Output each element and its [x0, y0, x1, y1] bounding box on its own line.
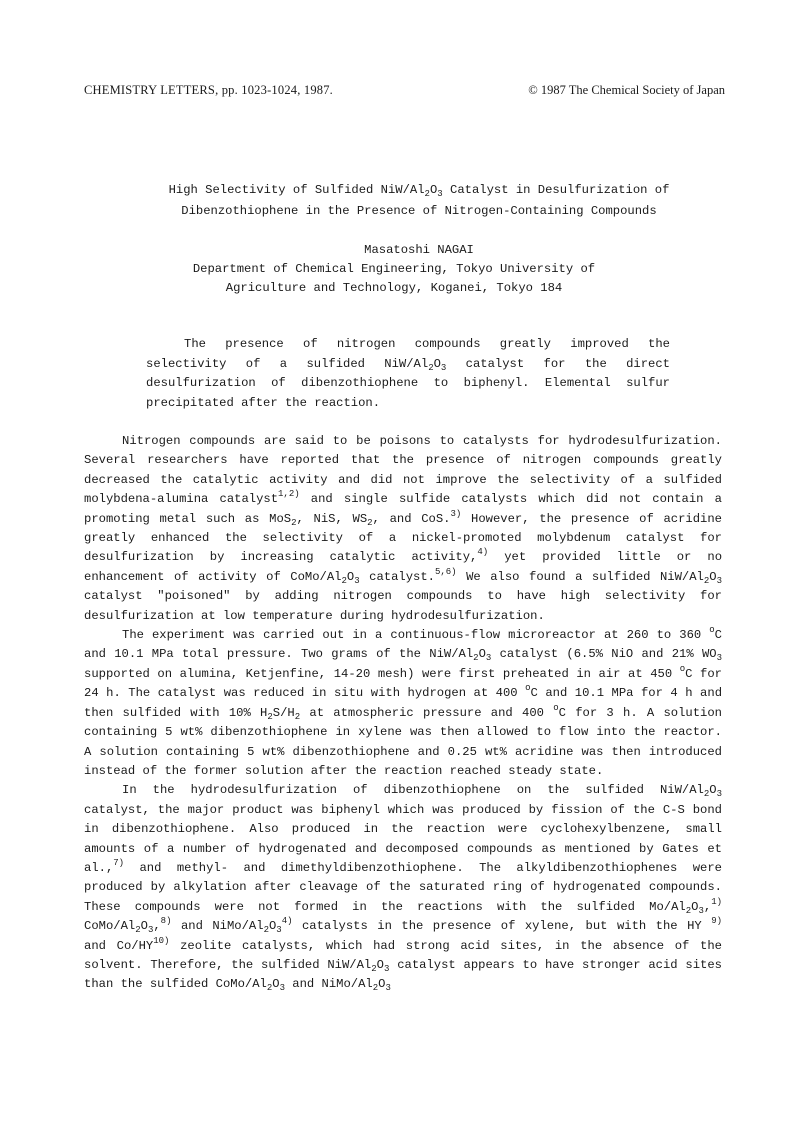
body-text — [84, 432, 722, 995]
copyright-notice — [528, 83, 725, 98]
journal-citation: CHEMISTRY LETTERS, pp. 1023-1024, 1987. — [84, 83, 334, 97]
running-header — [84, 83, 725, 101]
paper-title — [84, 180, 754, 222]
affiliation-line-2: Agriculture and Technology, Koganei, Tokyo 184 — [225, 281, 563, 295]
title-line-1: High Selectivity of Sulfided NiW/$Al_2O_3$ Catalyst in Desulfurization of — [168, 183, 670, 199]
copyright-text: 1987 The Chemical Society of Japan — [540, 83, 725, 97]
paragraph-2: The experiment was carried out in a continuous-flow microreactor at 260 to 360 $^o$C and 10.1 MPa total pressure. Two grams of the NiW/$Al_2O_3$ catalyst (6.5% NiO and 21% $WO_3$ supported on alumina, Ketjenfine, 14-20 mesh) were first preheated in air at 450 $^o$C for 24 h. The catalyst was reduced in situ with hydrogen at 400 $^o$C and 10.1 MPa for 4 h and then sulfided with 10% $H_2S/H_2$ at atmospheric pressure and 400 $^o$C for 3 h. A solution containing 5 wt% dibenzothiophene in xylene was then allowed to flow into the reactor. A solution containing 5 wt% dibenzothiophene and 0.25 wt% acridine was then introduced instead of the former solution after the reaction reached steady state. — [84, 625, 723, 778]
affiliation-line-1: Department of Chemical Engineering, Tokyo University of — [192, 262, 596, 276]
copyright-symbol: © — [528, 83, 538, 97]
paragraph-3: In the hydrodesulfurization of dibenzothiophene on the sulfided NiW/$Al_2O_3$ catalyst, the major product was biphenyl which was produced by fission of the C-S bond in dibenzothiophene. Also produced in the reaction were cyclohexylbenzene, small amounts of a number of hydrogenated and decomposed compounds as mentioned by Gates et al.,$^{7)}$ and methyl- and dimethyldibenzothiophene. The alkyldibenzothiophenes were produced by alkylation after cleavage of the saturated ring of hydrogenated compounds. These compounds were not formed in the reactions with the sulfided $Mo/Al_2O_3,^{1)}$ CoMo/$Al_2O_3,^{8)}$ and NiMo/$Al_2O_3^{4)}$ catalysts in the presence of xylene, but with the HY $^{9)}$ and Co/HY$^{10)}$ zeolite catalysts, which had strong acid sites, in the absence of the solvent. Therefore, the sulfided NiW/$Al_2O_3$ catalyst appears to have stronger acid sites than the sulfided CoMo/$Al_2O_3$ and NiMo/$Al_2O_3$ — [84, 783, 722, 994]
paragraph-1: Nitrogen compounds are said to be poisons to catalysts for hydrodesulfurization. Several researchers have reported that the presence of nitrogen compounds greatly decreased the catalytic activity and did not improve the selectivity of a sulfided molybdena-alumina catalyst$^{1,2)}$ and single sulfide catalysts which did not contain a promoting metal such as MoS$_2$, NiS, $WS_2$, and CoS.$^{3)}$ However, the presence of acridine greatly enhanced the selectivity of a nickel-promoted molybdenum catalyst for desulfurization by increasing catalytic activity,$^{4)}$ yet provided little or no enhancement of activity of CoMo/$Al_2O_3$ catalyst.$^{5,6)}$ We also found a sulfided NiW/$Al_2O_3$ catalyst "poisoned" by adding nitrogen compounds to have high selectivity for desulfurization at low temperature during hydrodesulfurization. — [84, 434, 723, 623]
author-name: Masatoshi NAGAI — [364, 243, 474, 257]
abstract: The presence of nitrogen compounds greatly improved the selectivity of a sulfided NiW/$Al_2O_3$ catalyst for the direct desulfurization of dibenzothiophene to biphenyl. Elemental sulfur precipitated after the reaction. — [146, 337, 670, 410]
title-line-2: Dibenzothiophene in the Presence of Nitrogen-Containing Compounds — [181, 204, 657, 218]
author-affiliation — [84, 260, 704, 298]
